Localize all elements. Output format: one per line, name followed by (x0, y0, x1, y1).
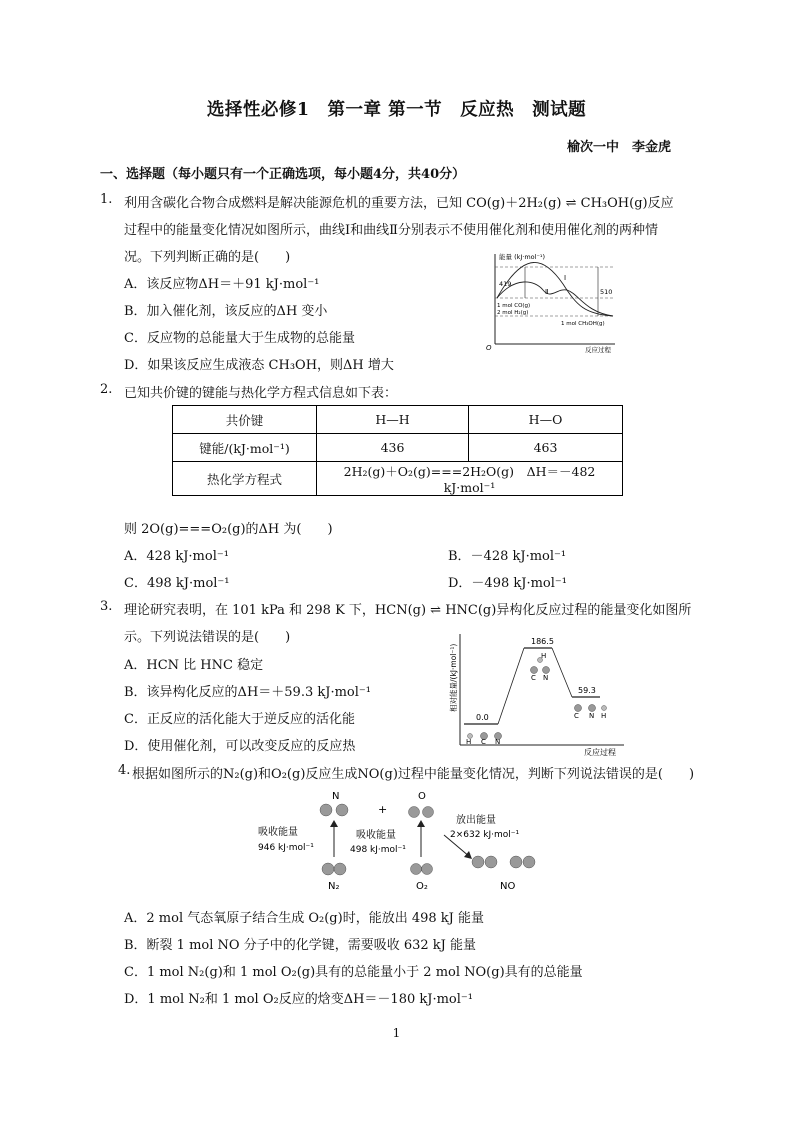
q3-option-a: A．HCN 比 HNC 稳定 (124, 658, 264, 673)
q3-end-value: 59.3 (578, 686, 596, 695)
q4-absorb2-label: 吸收能量 (356, 830, 396, 841)
molecule-no2-o (523, 856, 535, 868)
author: 榆次一中 李金虎 (566, 140, 671, 155)
q1-value-419: 419 (499, 280, 512, 288)
svg-text:H: H (466, 738, 472, 746)
q1-option-b: B．加入催化剂，该反应的ΔH 变小 (124, 304, 328, 319)
q4-option-c: C．1 mol N₂(g)和 1 mol O₂(g)具有的总能量小于 2 mol NO(g)具有的总能量 (124, 965, 583, 980)
q1-react2-label: 2 mol H₂(g) (497, 310, 529, 316)
q1-stem-line3: 况。下列判断正确的是( ) (124, 250, 291, 265)
q4-o2-label: O₂ (416, 881, 428, 892)
rise-line (498, 648, 524, 724)
molecule-hcn (466, 733, 502, 747)
q1-stem-line1: 利用含碳化合物合成燃料是解决能源危机的重要方法，已知 CO(g)＋2H₂(g) ⇌ CH₃OH(g)反应 (124, 196, 674, 211)
table-row (173, 406, 623, 434)
fall-line (552, 648, 572, 697)
q1-curve1-label: Ⅰ (564, 274, 567, 282)
q3-energy-diagram (444, 628, 634, 758)
table-cell: 键能/(kJ·mol⁻¹) (173, 434, 317, 462)
q3-stem-line1: 理论研究表明，在 101 kPa 和 298 K 下，HCN(g) ⇌ HNC(g)异构化反应过程的能量变化如图所 (124, 603, 692, 618)
q3-option-b: B．该异构化反应的ΔH＝＋59.3 kJ·mol⁻¹ (124, 685, 371, 700)
q3-number: 3. (100, 599, 113, 614)
table-cell: 463 (469, 434, 623, 462)
bond-energy-table (172, 405, 623, 496)
q2-stem-line1: 已知共价键的键能与热化学方程式信息如下表： (124, 386, 398, 401)
q1-react1-label: 1 mol CO(g) (497, 303, 531, 309)
q1-y-label: 能量 (kJ·mol⁻¹) (499, 253, 546, 261)
molecule-o2-b (422, 864, 433, 875)
q1-option-d: D．如果该反应生成液态 CH₃OH，则ΔH 增大 (124, 358, 394, 373)
q4-absorb1-label: 吸收能量 (258, 827, 298, 838)
q3-x-label: 反应过程 (584, 748, 616, 757)
table-cell: H—H (317, 406, 469, 434)
svg-text:N: N (495, 738, 501, 746)
page-number: 1 (392, 1026, 401, 1040)
svg-text:C: C (481, 738, 486, 746)
q1-value-510: 510 (600, 288, 613, 296)
svg-text:N: N (589, 712, 595, 720)
q2-stem-line2: 则 2O(g)===O₂(g)的ΔH 为( ) (124, 522, 333, 537)
q4-option-b: B．断裂 1 mol NO 分子中的化学键，需要吸收 632 kJ 能量 (124, 938, 476, 953)
molecule-transition (531, 652, 550, 682)
q3-y-label: 相对能量/(kJ·mol⁻¹) (449, 643, 458, 712)
atom-o1 (409, 807, 420, 818)
q4-label-o-atoms: O (418, 791, 426, 802)
q2-number: 2. (100, 382, 113, 397)
q2-option-b: B．－428 kJ·mol⁻¹ (448, 549, 567, 564)
q3-peak-value: 186.5 (531, 637, 554, 646)
molecule-no2-n (510, 856, 522, 868)
molecule-no1-n (472, 856, 484, 868)
q4-n2-label: N₂ (328, 881, 340, 892)
q4-absorb2-value: 498 kJ·mol⁻¹ (350, 845, 406, 855)
q2-option-c: C．498 kJ·mol⁻¹ (124, 576, 230, 591)
q4-absorb1-value: 946 kJ·mol⁻¹ (258, 843, 314, 853)
molecule-n2-b (334, 863, 346, 875)
q1-number: 1. (100, 192, 113, 207)
atom-n2 (336, 804, 348, 816)
table-row (173, 434, 623, 462)
svg-text:C: C (574, 712, 579, 720)
table-cell: H—O (469, 406, 623, 434)
molecule-o2-a (411, 864, 422, 875)
q4-no-label: NO (500, 881, 516, 892)
q1-option-a: A．该反应物ΔH＝＋91 kJ·mol⁻¹ (124, 277, 320, 292)
table-cell: 共价键 (173, 406, 317, 434)
q2-option-d: D．－498 kJ·mol⁻¹ (448, 576, 567, 591)
q2-option-a: A．428 kJ·mol⁻¹ (124, 549, 229, 564)
q4-plus: + (378, 803, 388, 816)
q1-energy-diagram (485, 248, 625, 356)
q4-number: 4. (118, 763, 131, 778)
table-cell: 2H₂(g)＋O₂(g)===2H₂O(g) ΔH＝－482 kJ·mol⁻¹ (317, 462, 623, 496)
atom-n1 (320, 804, 332, 816)
table-row (173, 462, 623, 496)
q4-release-label: 放出能量 (456, 815, 496, 826)
svg-text:N: N (543, 674, 549, 682)
svg-text:C: C (531, 674, 536, 682)
q4-label-n-atoms: N (332, 791, 340, 802)
q1-origin: O (486, 344, 492, 352)
q1-product-label: 1 mol CH₃OH(g) (561, 321, 605, 327)
q4-option-a: A．2 mol 气态氧原子结合生成 O₂(g)时，能放出 498 kJ 能量 (124, 911, 485, 926)
q4-stem: 根据如图所示的N₂(g)和O₂(g)反应生成NO(g)过程中能量变化情况，判断下列说法错误的是( ) (132, 767, 695, 782)
q1-stem-line2: 过程中的能量变化情况如图所示，曲线Ⅰ和曲线Ⅱ分别表示不使用催化剂和使用催化剂的两种情 (124, 223, 658, 238)
page-title: 选择性必修1 第一章 第一节 反应热 测试题 (206, 100, 587, 120)
molecule-n2-a (322, 863, 334, 875)
table-cell: 436 (317, 434, 469, 462)
arrowhead-o2 (417, 820, 425, 827)
svg-text:H: H (541, 652, 547, 660)
molecule-no1-o (485, 856, 497, 868)
section-heading: 一、选择题（每小题只有一个正确选项，每小题4分，共40分） (100, 167, 466, 182)
q3-option-d: D．使用催化剂，可以改变反应的反应热 (124, 739, 356, 754)
q4-bond-energy-diagram (250, 785, 560, 895)
atom-o2 (423, 807, 434, 818)
q3-start-value: 0.0 (476, 713, 489, 722)
table-cell: 热化学方程式 (173, 462, 317, 496)
q3-option-c: C．正反应的活化能大于逆反应的活化能 (124, 712, 355, 727)
arrowhead-release (464, 851, 472, 859)
arrowhead-n2 (330, 820, 338, 827)
q3-stem-line2: 示。下列说法错误的是( ) (124, 630, 291, 645)
q1-option-c: C．反应物的总能量大于生成物的总能量 (124, 331, 355, 346)
q1-x-label: 反应过程 (585, 346, 611, 354)
q4-release-value: 2×632 kJ·mol⁻¹ (450, 830, 520, 840)
q1-curve2-label: Ⅱ (545, 288, 549, 296)
q4-option-d: D．1 mol N₂和 1 mol O₂反应的焓变ΔH＝－180 kJ·mol⁻¹ (124, 992, 473, 1007)
molecule-hnc (574, 705, 607, 721)
svg-text:H: H (601, 712, 607, 720)
